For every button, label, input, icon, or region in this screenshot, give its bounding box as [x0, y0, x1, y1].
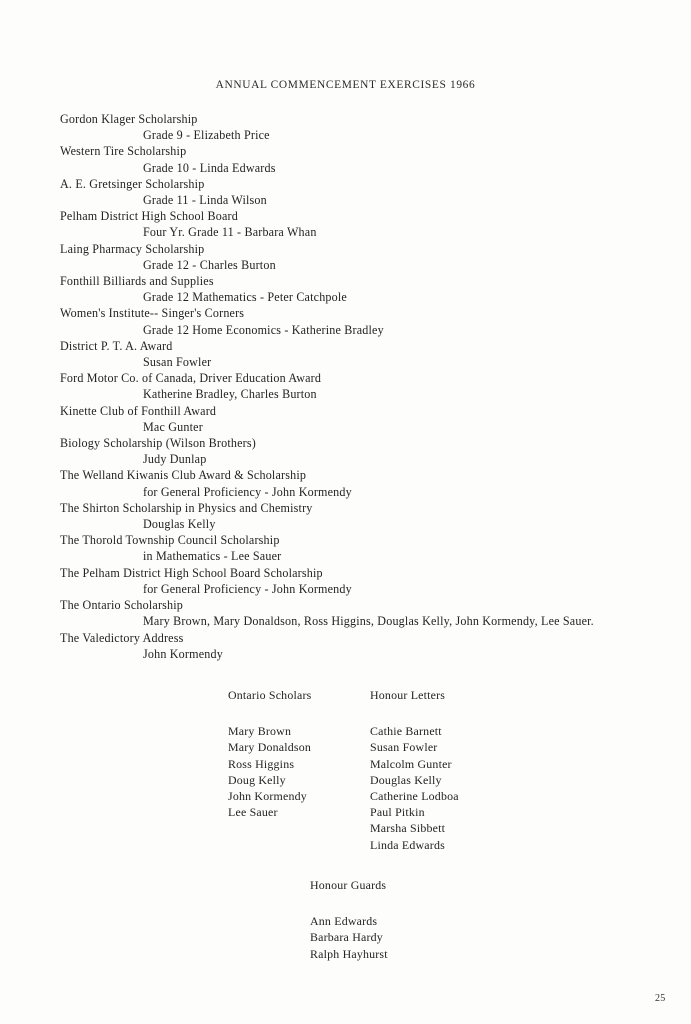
award-entry — [60, 176, 660, 208]
award-recipient: for General Proficiency - John Kormendy — [143, 484, 352, 499]
award-name: The Ontario Scholarship — [60, 598, 184, 613]
honour-letter-name: Paul Pitkin — [370, 805, 425, 820]
award-entry — [60, 500, 660, 532]
award-entry — [60, 305, 660, 337]
honour-letters-heading: Honour Letters — [370, 688, 446, 702]
honour-guards-section — [310, 877, 530, 962]
award-recipient: Grade 11 - Linda Wilson — [143, 193, 267, 208]
award-name: The Thorold Township Council Scholarship — [60, 533, 280, 548]
award-name: Ford Motor Co. of Canada, Driver Education Award — [60, 371, 322, 386]
award-name: Fonthill Billiards and Supplies — [60, 274, 214, 289]
award-entry — [60, 370, 660, 402]
award-entry — [60, 403, 660, 435]
award-entry — [60, 241, 660, 273]
honour-guard-name: Ann Edwards — [310, 914, 378, 929]
award-recipient: Grade 12 - Charles Burton — [143, 257, 276, 272]
ontario-scholars-column — [228, 687, 370, 853]
award-recipient: Katherine Bradley, Charles Burton — [143, 387, 317, 402]
ontario-scholar-name: Lee Sauer — [228, 805, 278, 820]
awards-list — [60, 111, 660, 662]
award-entry — [60, 111, 660, 143]
award-name: Gordon Klager Scholarship — [60, 112, 198, 126]
honour-guard-name: Ralph Hayhurst — [310, 946, 388, 961]
award-name: Kinette Club of Fonthill Award — [60, 403, 217, 418]
honour-guards-heading: Honour Guards — [310, 878, 387, 892]
award-name: District P. T. A. Award — [60, 338, 173, 353]
award-entry — [60, 630, 660, 662]
award-entry — [60, 435, 660, 467]
ontario-scholars-names — [228, 723, 370, 820]
honour-letter-name: Cathie Barnett — [370, 724, 442, 739]
award-recipient: Susan Fowler — [143, 355, 212, 370]
honour-letters-names — [370, 723, 558, 853]
ontario-scholar-name: Mary Brown — [228, 724, 292, 739]
award-name: The Shirton Scholarship in Physics and Chemistry — [60, 500, 313, 515]
award-name: Pelham District High School Board — [60, 209, 238, 224]
award-name: Women's Institute-- Singer's Corners — [60, 306, 245, 321]
award-name: A. E. Gretsinger Scholarship — [60, 176, 205, 191]
award-name: Western Tire Scholarship — [60, 144, 187, 159]
award-recipient: Judy Dunlap — [143, 452, 207, 467]
page-number: 25 — [655, 993, 666, 1004]
honour-letter-name: Catherine Lodboa — [370, 789, 459, 804]
ontario-scholar-name: Doug Kelly — [228, 772, 286, 787]
honours-section — [228, 687, 558, 853]
ontario-scholar-name: Ross Higgins — [228, 756, 295, 771]
award-recipient: John Kormendy — [143, 646, 223, 661]
honour-letter-name: Malcolm Gunter — [370, 756, 452, 771]
honour-letter-name: Marsha Sibbett — [370, 821, 446, 836]
honour-letter-name: Douglas Kelly — [370, 772, 442, 787]
award-entry — [60, 338, 660, 370]
award-entry — [60, 532, 660, 564]
award-recipient: Four Yr. Grade 11 - Barbara Whan — [143, 225, 317, 240]
award-recipient: for General Proficiency - John Kormendy — [143, 581, 352, 596]
award-recipient: in Mathematics - Lee Sauer — [143, 549, 282, 564]
award-recipient: Grade 12 Home Economics - Katherine Bradley — [143, 322, 384, 337]
award-recipient: Grade 10 - Linda Edwards — [143, 160, 276, 175]
ontario-scholars-heading: Ontario Scholars — [228, 688, 312, 702]
award-recipient: Mac Gunter — [143, 419, 203, 434]
honour-guard-name: Barbara Hardy — [310, 930, 383, 945]
honour-guards-names — [310, 913, 530, 962]
award-entry — [60, 273, 660, 305]
honour-letters-column — [370, 687, 558, 853]
award-entry — [60, 565, 660, 597]
honour-letter-name: Linda Edwards — [370, 837, 445, 852]
honour-letter-name: Susan Fowler — [370, 740, 438, 755]
award-entry — [60, 208, 660, 240]
award-recipient: Grade 12 Mathematics - Peter Catchpole — [143, 290, 347, 305]
award-entry — [60, 143, 660, 175]
award-recipient: Douglas Kelly — [143, 517, 216, 532]
award-entry — [60, 597, 660, 629]
award-name: Laing Pharmacy Scholarship — [60, 241, 205, 256]
ontario-scholar-name: John Kormendy — [228, 789, 307, 804]
page-title: ANNUAL COMMENCEMENT EXERCISES 1966 — [215, 79, 476, 91]
award-entry — [60, 467, 660, 499]
award-recipient: Grade 9 - Elizabeth Price — [143, 128, 270, 143]
award-recipient: Mary Brown, Mary Donaldson, Ross Higgins, Douglas Kelly, John Kormendy, Lee Sauer. — [143, 614, 594, 629]
award-name: Biology Scholarship (Wilson Brothers) — [60, 436, 256, 451]
award-name: The Pelham District High School Board Scholarship — [60, 565, 323, 580]
award-name: The Valedictory Address — [60, 630, 184, 645]
award-name: The Welland Kiwanis Club Award & Scholarship — [60, 468, 307, 483]
ontario-scholar-name: Mary Donaldson — [228, 740, 312, 755]
